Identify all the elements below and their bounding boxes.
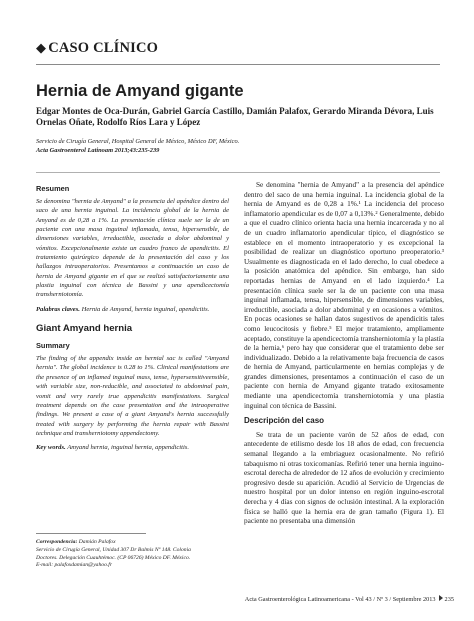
keywords-text: Hernia de Amyand, hernia inguinal, apendicitis. [81, 305, 210, 313]
affiliation-block [36, 138, 440, 155]
case-heading: Descripción del caso [244, 416, 325, 426]
footer-citation: Acta Gastroenterológica Latinoamericana - Vol 43 / Nº 3 / Septiembre 2013 [244, 596, 436, 603]
keywords-label: Palabras claves. [36, 305, 80, 313]
keywords-text-en: Amyand hernia, inguinal hernia, appendicitis. [67, 444, 189, 452]
header-rule [36, 64, 440, 65]
page-number: 235 [444, 596, 454, 603]
correspondence-address-1: Servicio de Cirugía General, Unidad 307 Dr Balmis Nº 148. Colonia [36, 546, 191, 553]
correspondence-name-line [36, 539, 236, 547]
diamond-icon: ◆ [36, 40, 47, 55]
summary-keywords [36, 443, 229, 452]
correspondence-label: Correspondencia: [36, 539, 78, 545]
section-label [36, 40, 440, 57]
correspondence-rule [36, 533, 146, 534]
authors: Edgar Montes de Oca-Durán, Gabriel García Castillo, Damián Palafox, Gerardo Miranda Dévora, Luis Ornelas Oñate, Rodolfo Ríos Lara y López [36, 106, 434, 127]
article-title: Hernia de Amyand gigante [36, 82, 244, 100]
english-title: Giant Amyand hernia [36, 323, 133, 335]
introduction-paragraph: Se denomina "hernia de Amyand" a la presencia del apéndice dentro del saco de una hernia inguinal. La incidencia global de la hernia de Amyand es de 0,28 a 1%.¹ La incidencia del proceso inflamatorio apendicular es de 0,07 a 0,13%.² Generalmente, debido a que el cuadro clínico orienta hacia una hernia incarcerada y no al de un cuadro inflamatorio apendicular típico, el diagnóstico se establece en el momento intraoperatorio y es excepcional la posibilidad de realizar un diagnóstico oportuno preoperatorio.³ Usualmente es diagnosticada en el lado derecho, lo cual obedece a la posición anatómica del apéndice. Sin embargo, han sido reportadas hernias de Amyand en el lado izquierdo.⁴ La presentación clínica suele ser la de un paciente con una masa inguinal inflamada, tensa, hipersensible, de dimensiones variables, irreductible, asociada a dolor abdominal y en ocasiones a vómitos. En pocas ocasiones se hallan datos sugestivos de apendicitis tales como leucocitosis y fiebre.⁵ El mejor tratamiento, ampliamente aceptado, constituye la apendicectomía transherniotomía y la plastía de la hernia,⁶ pero hay que considerar que el tratamiento debe ser individualizado. Debido a la relativamente baja frecuencia de casos de hernia de Amyand, particularmente en hernias complejas y de grandes dimensiones, presentamos a continuación el caso de un paciente con hernia de Amyand gigante tratado exitosamente mediante una apendicectomía transherniotomía y una plastia inguinal con técnica de Bassini. [244, 180, 444, 410]
right-column [244, 180, 444, 526]
keywords-label-en: Key words. [36, 444, 66, 452]
affiliation: Servicio de Cirugía General, Hospital General de México, México DF, México. [36, 138, 240, 145]
correspondence-email: E-mail: palafoxdamian@yahoo.fr [36, 562, 112, 569]
summary-heading: Summary [36, 341, 70, 351]
correspondence-address-2: Doctores. Delegación Cuauhtémoc. (CP 06726) México DF. México. [36, 554, 191, 561]
journal-reference: Acta Gastroenterol Latinoam 2013;43:235-239 [36, 146, 160, 154]
resumen-heading: Resumen [36, 184, 70, 193]
correspondence-block [36, 539, 236, 570]
summary-text: The finding of the appendix inside an hernial sac is called "Amyand hernia". The global incidence is 0.28 to 1%. Clinical manifestations are the presence of an inflamed inguinal mass, tense, hypersensitiveensible, with variable size, non-reducible, and associated to abdominal pain, vomit and very rarely true appendicitis manifestations. Surgical treatment depends on the case presentation and the intraoperative findings. We present a case of a giant Amyand's hernia successfully treated with surgery by performing the hernia repair with Bassini technique and transherniotomy appendectomy. [36, 355, 229, 437]
resumen-keywords [36, 305, 229, 314]
section-label-text: CASO CLÍNICO [48, 40, 159, 56]
page-footer [244, 595, 454, 603]
left-column [36, 180, 229, 453]
resumen-text: Se denomina "hernia de Amyand" a la presencia del apéndice dentro del saco de una hernia inguinal. La incidencia global de la hernia de Amyand es de 0,28 a 1%. La presentación clínica suele ser la de un paciente con una masa inguinal inflamada, tensa, hipersensible, de dimensiones variables, irreductible, asociada a dolor abdominal y vómitos. Excepcionalmente existe un cuadro franco de apendicitis. El tratamiento quirúrgico depende de la presentación del caso y los hallazgos intraoperatorios. Presentamos a continuación un caso de hernia de Amyand gigante en el que se realizó satisfactoriamente una plastia inguinal con técnica de Bassini y una apendicectomía transherniotomía. [36, 198, 229, 299]
triangle-icon [439, 595, 443, 601]
correspondence-name: Damián Palafox [78, 539, 116, 545]
case-paragraph: Se trata de un paciente varón de 52 años de edad, con antecedente de etilismo desde los 18 años de edad, con frecuencia semanal llegando a la embriaguez ocasionalmente. No refirió tabaquismo ni otras toxicomanías. Refirió tener una hernia inguino-escrotal derecha de alrededor de 12 años de evolución y crecimiento progresivo desde su aparición. Acudió al Servicio de Urgencias de nuestro hospital por un dolor intenso en región inguino-escrotal derecha y 4 días con signos de oclusión intestinal. A la exploración física se halló que la hernia era de gran tamaño (Figura 1). El paciente no presentaba una dimensión [244, 429, 444, 526]
divider-rule [36, 172, 440, 173]
